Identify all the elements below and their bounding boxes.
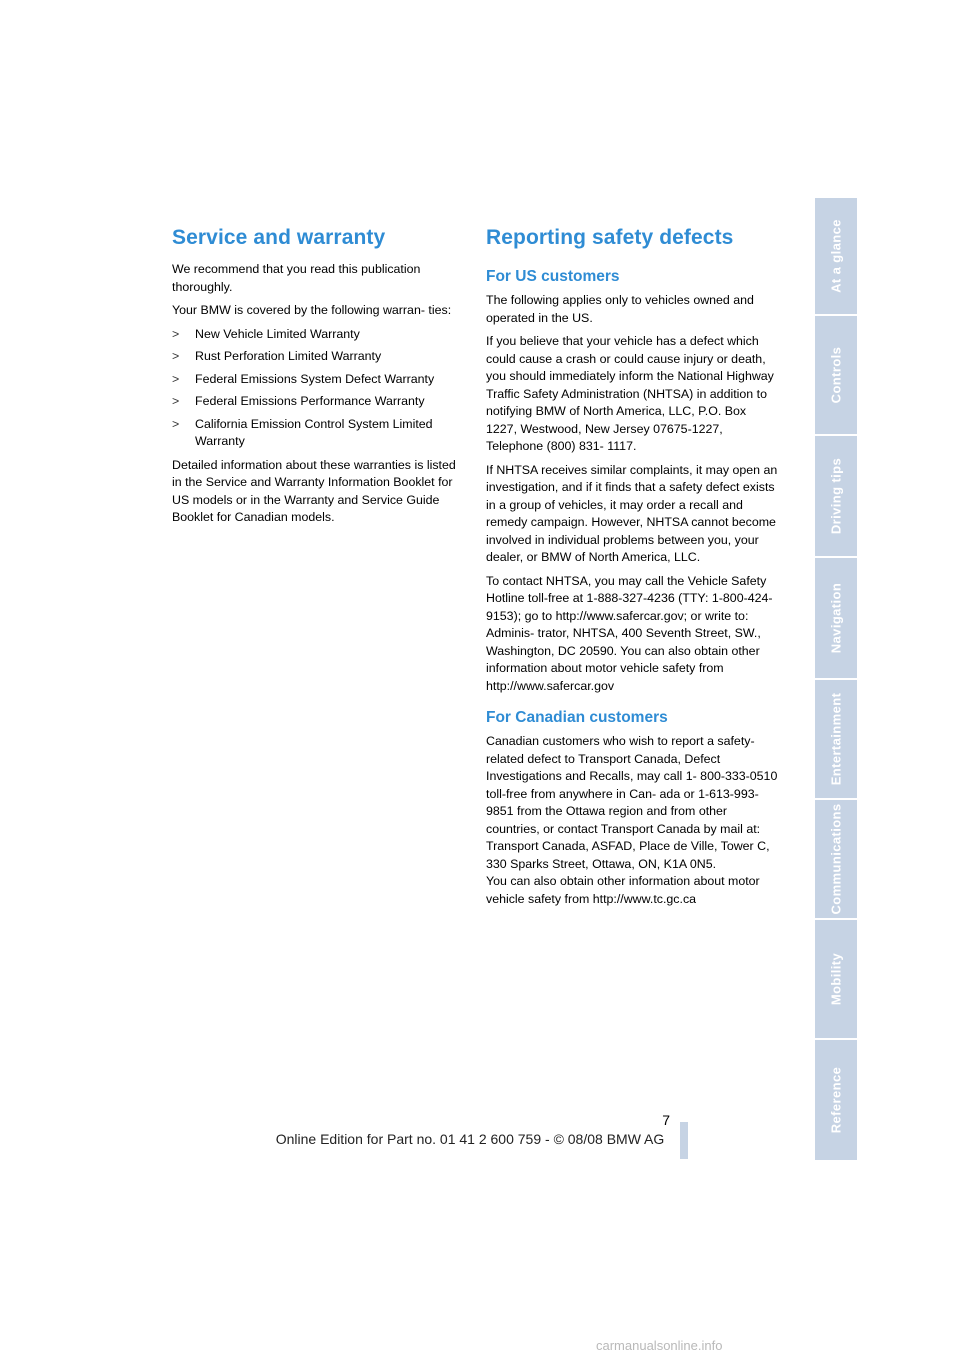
tab-entertainment[interactable] — [815, 680, 857, 800]
bullet-marker: > — [172, 371, 180, 386]
intro-paragraph: We recommend that you read this publication thoroughly. — [172, 262, 421, 294]
list-item-text: Federal Emissions Performance Warranty — [195, 394, 425, 408]
canada-paragraph-2: You can also obtain other information about motor vehicle safety from http://www.tc.gc.ca — [486, 874, 760, 906]
subheading-us-customers: For US customers — [486, 268, 620, 285]
footer-edition-text: Online Edition for Part no. 01 41 2 600 759 - © 08/08 BMW AG — [275, 1131, 665, 1147]
section-title-service-warranty: Service and warranty — [172, 226, 386, 249]
us-paragraph-3: If NHTSA receives similar complaints, it may open an investigation, and if it finds that a safety defect exists in a group of vehicles, it may order a recall and remedy campaign. However, NHTSA cannot become involved in individual problems between you, your dealer, or BMW of North America, LLC. — [486, 462, 778, 564]
tab-communications[interactable] — [815, 800, 857, 920]
tab-label: Communications — [828, 803, 844, 915]
tab-driving-tips[interactable] — [815, 436, 857, 558]
subheading-canadian-customers: For Canadian customers — [486, 709, 668, 726]
tab-label: Driving tips — [828, 457, 844, 535]
bullet-marker: > — [172, 326, 180, 341]
page-number: 7 — [662, 1112, 670, 1128]
list-item-text: California Emission Control System Limited Warranty — [195, 416, 433, 448]
tab-label: Reference — [828, 1066, 844, 1134]
us-paragraph-2: If you believe that your vehicle has a defect which could cause a crash or could cause injury or death, you should immediately inform the National Highway Traffic Safety Administration (NHTSA) in addition to notifying BMW of North America, LLC, P.O. Box 1227, Westwood, New Jersey 07675-1227, Telephone (800) 831- 1117. — [486, 334, 774, 453]
list-item — [172, 393, 466, 411]
tab-reference[interactable] — [815, 1040, 857, 1160]
tab-label: Mobility — [828, 952, 844, 1006]
bullet-marker: > — [172, 416, 180, 431]
us-paragraph-4: To contact NHTSA, you may call the Vehicle Safety Hotline toll-free at 1-888-327-4236 (TTY: 1-800-424-9153); go to http://www.safercar.gov; or write to: Adminis- trator, NHTSA, 400 Seventh Street, SW., Washington, DC 20590. You can also obtain other information about motor vehicle safety from http://www.safercar.gov — [486, 573, 773, 693]
coverage-paragraph: Your BMW is covered by the following warran- ties: — [172, 303, 452, 317]
details-paragraph: Detailed information about these warranties is listed in the Service and Warranty Information Booklet for US models or in the Warranty and Service Guide Booklet for Canadian models. — [172, 457, 456, 524]
tab-label: At a glance — [828, 219, 844, 293]
tab-label: Navigation — [828, 582, 844, 654]
section-title-reporting-defects: Reporting safety defects — [486, 226, 734, 249]
chapter-tabs — [815, 198, 857, 1160]
list-item-text: Federal Emissions System Defect Warranty — [195, 371, 435, 386]
tab-label: Controls — [828, 346, 844, 404]
tab-navigation[interactable] — [815, 558, 857, 680]
watermark: carmanualsonline.info — [596, 1338, 723, 1353]
us-paragraph-1: The following applies only to vehicles owned and operated in the US. — [486, 293, 754, 325]
list-item — [172, 371, 466, 389]
tab-label: Entertainment — [828, 692, 844, 786]
tab-controls[interactable] — [815, 316, 857, 436]
right-column — [486, 226, 780, 914]
warranty-list — [172, 326, 466, 451]
bullet-marker: > — [172, 349, 180, 363]
left-column — [172, 226, 466, 533]
list-item-text: Rust Perforation Limited Warranty — [195, 349, 382, 363]
list-item — [172, 326, 466, 344]
canada-paragraph-1: Canadian customers who wish to report a safety-related defect to Transport Canada, Defect Investigations and Recalls, may call 1- 800-333-0510 toll-free from anywhere in Can- ada or 1-613-993-9851 from the Ottawa region and from other countries, or contact Transport Canada by mail at: Transport Canada, ASFAD, Place de Ville, Tower C, 330 Sparks Street, Ottawa, ON, K1A 0N5. — [486, 734, 778, 871]
list-item — [172, 348, 466, 366]
list-item — [172, 416, 466, 451]
tab-at-a-glance[interactable] — [815, 198, 857, 316]
bullet-marker: > — [172, 394, 180, 408]
list-item-text: New Vehicle Limited Warranty — [195, 326, 360, 341]
tab-mobility[interactable] — [815, 920, 857, 1040]
